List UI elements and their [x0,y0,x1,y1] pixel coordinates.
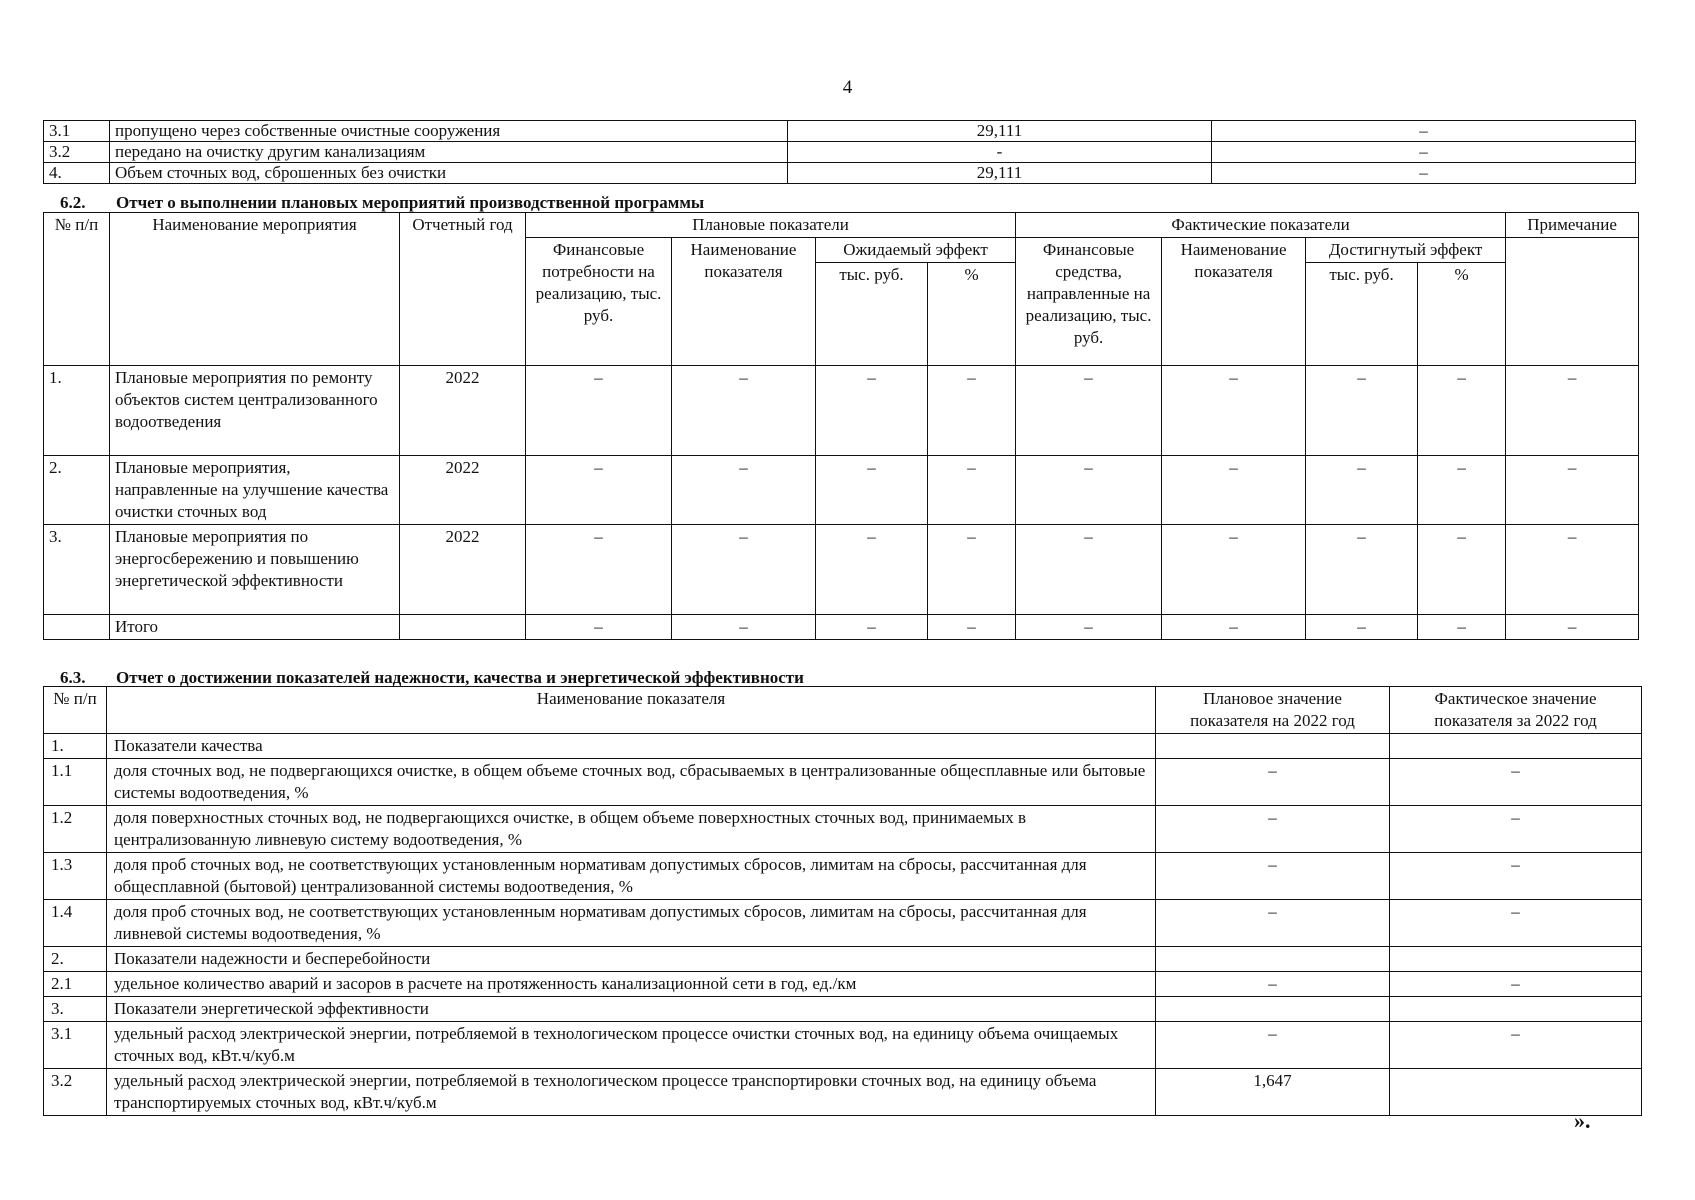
table-row [44,1022,1642,1069]
table-row [44,456,1639,525]
table-row [44,972,1642,997]
row-planned: – [1156,759,1390,806]
row-value-2: – [1212,121,1636,142]
row-cell: – [1506,366,1639,456]
header-percent: % [928,263,1016,366]
row-actual: – [1390,1022,1642,1069]
closing-quote-mark: ». [1574,1108,1591,1133]
row-planned: 1,647 [1156,1069,1390,1116]
total-label: Итого [110,615,400,640]
row-number: 3. [44,525,110,615]
row-name: доля поверхностных сточных вод, не подвергающихся очистке, в общем объеме поверхностных сточных вод, принимаемых в централизованную ливневую систему водоотведения, % [107,806,1156,853]
row-number: 1.4 [44,900,107,947]
row-cell: – [816,366,928,456]
row-number-blank [44,615,110,640]
row-cell: – [1306,456,1418,525]
row-cell: – [928,525,1016,615]
header-indicator-name: Наименование показателя [672,238,816,366]
header-year: Отчетный год [400,213,526,366]
row-number: 3.2 [44,1069,107,1116]
row-cell: – [1016,366,1162,456]
row-cell: – [928,456,1016,525]
row-name: удельное количество аварий и засоров в расчете на протяженность канализационной сети в год, ед./км [107,972,1156,997]
row-number: 2.1 [44,972,107,997]
row-actual: – [1390,759,1642,806]
row-name: Плановые мероприятия по ремонту объектов систем централизованного водоотведения [110,366,400,456]
row-cell: – [928,366,1016,456]
total-cell: – [672,615,816,640]
row-number: 1. [44,366,110,456]
row-cell: – [526,366,672,456]
header-row [44,213,1639,238]
total-cell: – [526,615,672,640]
total-cell: – [1016,615,1162,640]
row-name: Объем сточных вод, сброшенных без очистки [110,163,788,184]
section-number: 6.2. [60,193,86,212]
header-note: Примечание [1506,213,1639,238]
table-row [44,900,1642,947]
header-achieved-effect: Достигнутый эффект [1306,238,1506,263]
row-cell: – [1162,366,1306,456]
row-cell: – [672,366,816,456]
row-cell: – [1506,456,1639,525]
total-cell: – [1306,615,1418,640]
table-row [44,997,1642,1022]
row-cell: – [1418,456,1506,525]
row-planned: – [1156,806,1390,853]
table-row [44,142,1636,163]
row-actual: – [1390,900,1642,947]
header-thousand-rub-2: тыс. руб. [1306,263,1418,366]
row-value: 29,111 [788,121,1212,142]
section-6-2-heading [60,192,704,214]
row-cell: – [816,525,928,615]
row-number: 3.1 [44,1022,107,1069]
row-number: 1.1 [44,759,107,806]
row-name: передано на очистку другим канализациям [110,142,788,163]
row-name: доля проб сточных вод, не соответствующих установленным нормативам допустимых сбросов, лимитам на сбросы, рассчитанная для ливневой системы водоотведения, % [107,900,1156,947]
planned-activities-table [43,212,1639,640]
row-cell: – [1162,525,1306,615]
row-value: 29,111 [788,163,1212,184]
row-year: 2022 [400,366,526,456]
row-cell: – [526,456,672,525]
header-num: № п/п [44,213,110,366]
header-indicator-name-actual: Наименование показателя [1162,238,1306,366]
row-year: 2022 [400,456,526,525]
row-name: Плановые мероприятия по энергосбережению и повышению энергетической эффективности [110,525,400,615]
row-cell: – [672,525,816,615]
table-row [44,1069,1642,1116]
section-title: Отчет о достижении показателей надежности, качества и энергетической эффективности [116,668,804,687]
row-actual: – [1390,806,1642,853]
row-number: 3. [44,997,107,1022]
row-number: 1.3 [44,853,107,900]
row-name: доля проб сточных вод, не соответствующих установленным нормативам допустимых сбросов, лимитам на сбросы, рассчитанная для общесплавной (бытовой) централизованной системы водоотведения, % [107,853,1156,900]
row-year: 2022 [400,525,526,615]
header-fin-means: Финансовые средства, направленные на реализацию, тыс. руб. [1016,238,1162,366]
table-row [44,806,1642,853]
table-row [44,734,1642,759]
header-row [44,687,1642,734]
table-row [44,121,1636,142]
row-actual: – [1390,972,1642,997]
total-cell: – [1162,615,1306,640]
row-actual: – [1390,853,1642,900]
row-cell: – [1506,525,1639,615]
total-year-blank [400,615,526,640]
row-cell: – [1306,525,1418,615]
row-planned [1156,734,1390,759]
row-name: Показатели надежности и бесперебойности [107,947,1156,972]
row-number: 2. [44,947,107,972]
header-planned: Плановое значение показателя на 2022 год [1156,687,1390,734]
page-number: 4 [842,77,853,98]
row-name: доля сточных вод, не подвергающихся очистке, в общем объеме сточных вод, сбрасываемых в централизованные общесплавные или бытовые системы водоотведения, % [107,759,1156,806]
header-actual: Фактическое значение показателя за 2022 год [1390,687,1642,734]
indicators-table [43,686,1642,1116]
header-name: Наименование мероприятия [110,213,400,366]
header-thousand-rub: тыс. руб. [816,263,928,366]
row-actual [1390,1069,1642,1116]
row-name: пропущено через собственные очистные сооружения [110,121,788,142]
section-number: 6.3. [60,668,86,687]
row-cell: – [816,456,928,525]
total-cell: – [928,615,1016,640]
row-number: 1.2 [44,806,107,853]
total-row [44,615,1639,640]
header-note-blank [1506,238,1639,366]
header-num: № п/п [44,687,107,734]
row-cell: – [1016,456,1162,525]
row-actual [1390,997,1642,1022]
total-cell: – [1418,615,1506,640]
header-percent-2: % [1418,263,1506,366]
table-row [44,759,1642,806]
header-name: Наименование показателя [107,687,1156,734]
row-cell: – [672,456,816,525]
row-planned: – [1156,853,1390,900]
row-planned: – [1156,972,1390,997]
row-cell: – [526,525,672,615]
header-fin-needs: Финансовые потребности на реализацию, тыс. руб. [526,238,672,366]
row-actual [1390,947,1642,972]
row-number: 1. [44,734,107,759]
row-planned: – [1156,1022,1390,1069]
row-number: 3.1 [44,121,110,142]
row-cell: – [1162,456,1306,525]
table-row [44,853,1642,900]
row-cell: – [1418,525,1506,615]
row-planned: – [1156,900,1390,947]
row-number: 4. [44,163,110,184]
row-name: удельный расход электрической энергии, потребляемой в технологическом процессе очистки сточных вод, на единицу объема очищаемых сточных вод, кВт.ч/куб.м [107,1022,1156,1069]
row-number: 3.2 [44,142,110,163]
row-cell: – [1418,366,1506,456]
header-planned: Плановые показатели [526,213,1016,238]
row-value-2: – [1212,163,1636,184]
row-cell: – [1306,366,1418,456]
row-name: Показатели качества [107,734,1156,759]
row-value: - [788,142,1212,163]
table-row [44,525,1639,615]
wastewater-volume-table [43,120,1636,184]
row-planned [1156,947,1390,972]
row-actual [1390,734,1642,759]
row-name: Плановые мероприятия, направленные на улучшение качества очистки сточных вод [110,456,400,525]
table-row [44,163,1636,184]
row-value-2: – [1212,142,1636,163]
header-actual: Фактические показатели [1016,213,1506,238]
table-row [44,947,1642,972]
row-name: удельный расход электрической энергии, потребляемой в технологическом процессе транспортировки сточных вод, на единицу объема транспортируемых сточных вод, кВт.ч/куб.м [107,1069,1156,1116]
row-cell: – [1016,525,1162,615]
row-name: Показатели энергетической эффективности [107,997,1156,1022]
section-title: Отчет о выполнении плановых мероприятий производственной программы [116,193,705,212]
total-cell: – [816,615,928,640]
row-number: 2. [44,456,110,525]
header-expected-effect: Ожидаемый эффект [816,238,1016,263]
table-row [44,366,1639,456]
total-cell: – [1506,615,1639,640]
row-planned [1156,997,1390,1022]
